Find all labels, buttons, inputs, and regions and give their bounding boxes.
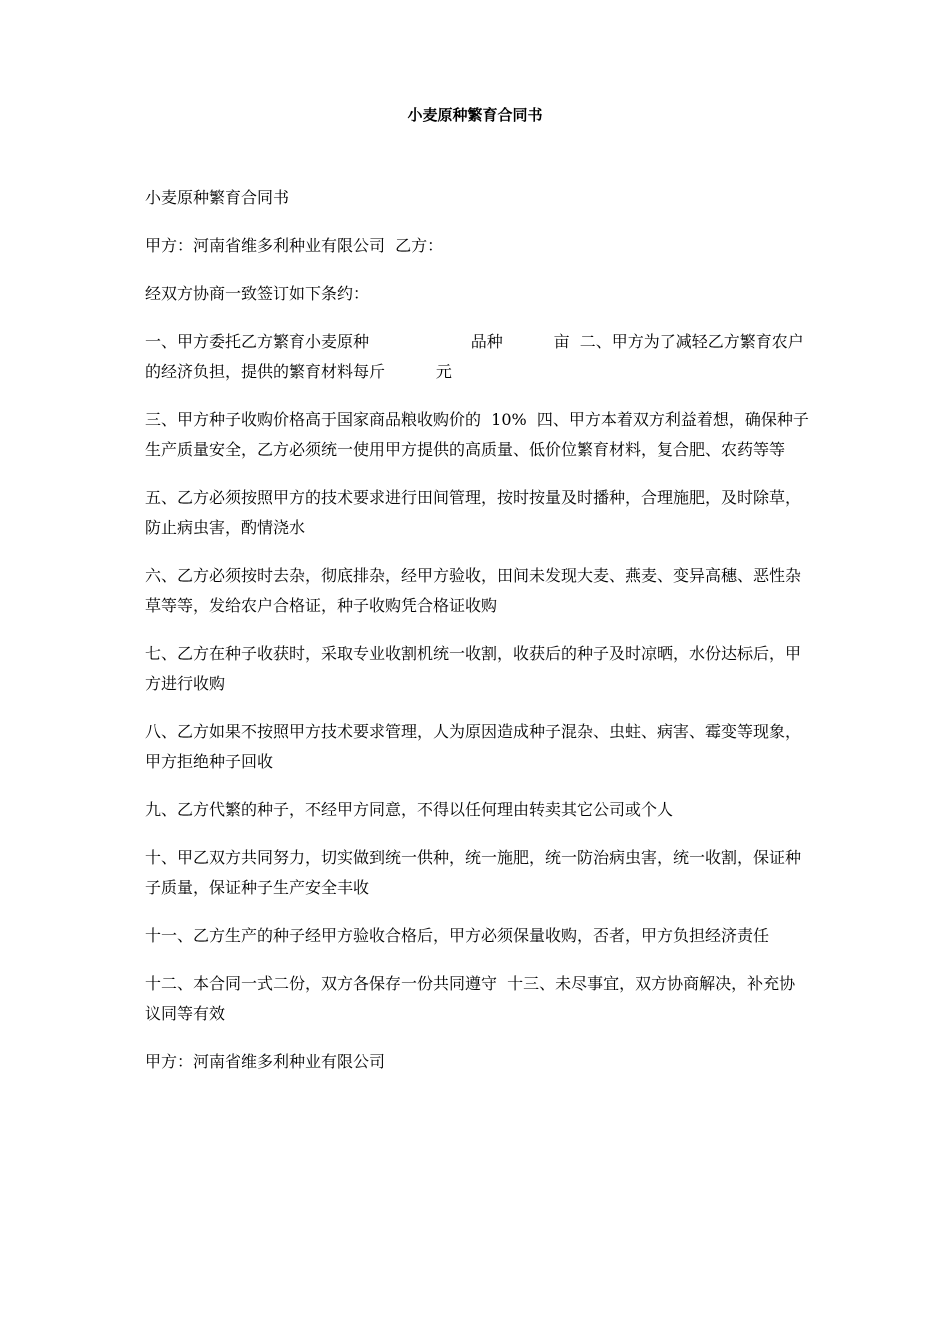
paragraph-parties: 甲方：河南省维多利种业有限公司 乙方： — [145, 236, 444, 255]
paragraph-clause-12-13: 十二、本合同一式二份，双方各保存一份共同遵守 十三、未尽事宜，双方协商解决，补充协议同等有效 — [145, 974, 796, 1023]
document-body — [145, 183, 810, 1095]
paragraph-clause-3-4: 三、甲方种子收购价格高于国家商品粮收购价的 10% 四、甲方本着双方利益着想，确保种子生产质量安全，乙方必须统一使用甲方提供的高质量、低价位繁育材料，复合肥、农药等等 — [145, 410, 809, 459]
paragraph-clause-5: 五、乙方必须按照甲方的技术要求进行田间管理，按时按量及时播种，合理施肥，及时除草，防止病虫害，酌情浇水 — [145, 488, 802, 537]
paragraph-clause-11: 十一、乙方生产的种子经甲方验收合格后，甲方必须保量收购，否者，甲方负担经济责任 — [145, 926, 770, 945]
paragraph-clause-1-2: 一、甲方委托乙方繁育小麦原种 品种 亩 二、甲方为了减轻乙方繁育农户的经济负担，提供的繁育材料每斤 元 — [145, 332, 804, 381]
document-title: 小麦原种繁育合同书 — [407, 106, 543, 124]
paragraph-clause-6: 六、乙方必须按时去杂，彻底排杂，经甲方验收，田间未发现大麦、燕麦、变异高穗、恶性杂草等等，发给农户合格证，种子收购凭合格证收购 — [145, 566, 802, 615]
paragraph-intro: 经双方协商一致签订如下条约： — [145, 284, 370, 303]
paragraph-clause-10: 十、甲乙双方共同努力，切实做到统一供种，统一施肥，统一防治病虫害，统一收割，保证种子质量，保证种子生产安全丰收 — [145, 848, 802, 897]
paragraph-signature-party-a: 甲方：河南省维多利种业有限公司 — [145, 1052, 386, 1071]
paragraph-clause-8: 八、乙方如果不按照甲方技术要求管理，人为原因造成种子混杂、虫蛀、病害、霉变等现象，甲方拒绝种子回收 — [145, 722, 802, 771]
paragraph-clause-9: 九、乙方代繁的种子，不经甲方同意，不得以任何理由转卖其它公司或个人 — [145, 800, 674, 819]
paragraph-clause-7: 七、乙方在种子收获时，采取专业收割机统一收割，收获后的种子及时凉晒，水份达标后，甲方进行收购 — [145, 644, 802, 693]
paragraph-heading: 小麦原种繁育合同书 — [145, 188, 290, 207]
